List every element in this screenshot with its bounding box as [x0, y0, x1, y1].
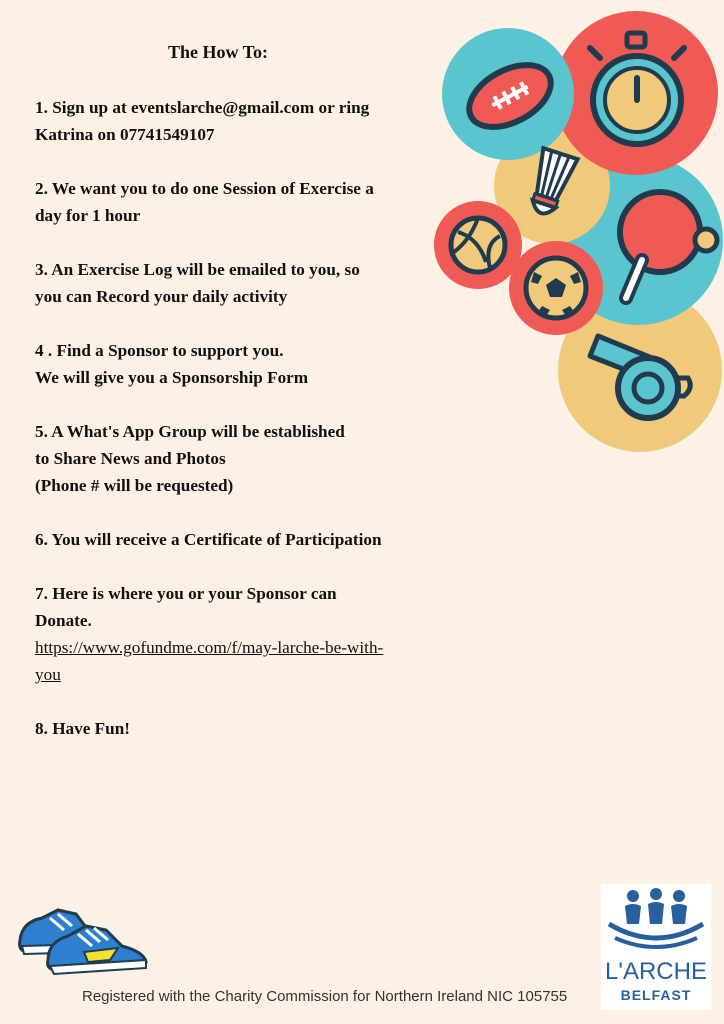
step-text: 3. An Exercise Log will be emailed to you, so — [35, 260, 360, 279]
step-text: 8. Have Fun! — [35, 719, 131, 738]
donate-link-text[interactable]: you — [35, 665, 61, 684]
step-text: 4 . Find a Sponsor to support you. — [35, 341, 284, 360]
step-7 — [35, 580, 445, 688]
step-8 — [35, 715, 445, 742]
step-text: Katrina on 07741549107 — [35, 125, 215, 144]
step-text: 6. You will receive a Certificate of Participation — [35, 530, 382, 549]
donate-link-text[interactable]: https://www.gofundme.com/f/may-larche-be-with- — [35, 638, 384, 657]
step-text: you can Record your daily activity — [35, 287, 288, 306]
step-text: 7. Here is where you or your Sponsor can — [35, 584, 337, 603]
page-title: The How To: — [168, 42, 269, 62]
donate-link[interactable] — [35, 634, 445, 688]
step-text: to Share News and Photos — [35, 449, 226, 468]
step-text: day for 1 hour — [35, 206, 141, 225]
step-4 — [35, 337, 445, 391]
step-text: 5. A What's App Group will be established — [35, 422, 345, 441]
steps-list — [35, 94, 445, 769]
step-6 — [35, 526, 445, 553]
charity-registration-footer: Registered with the Charity Commission for Northern Ireland NIC 105755 — [82, 988, 568, 1005]
step-text: 1. Sign up at eventslarche@gmail.com or ring — [35, 98, 370, 117]
sneakers-icon — [14, 900, 154, 980]
volleyball-icon — [451, 218, 505, 272]
step-2 — [35, 175, 445, 229]
step-text: Donate. — [35, 611, 92, 630]
logo-city: BELFAST — [620, 987, 692, 1003]
logo-figures-icon — [601, 884, 711, 958]
step-1 — [35, 94, 445, 148]
sports-icons-cluster — [430, 0, 724, 470]
step-3 — [35, 256, 445, 310]
step-5 — [35, 418, 445, 499]
step-text: We will give you a Sponsorship Form — [35, 368, 309, 387]
step-text: (Phone # will be requested) — [35, 476, 234, 495]
larche-belfast-logo — [601, 884, 711, 1010]
step-text: 2. We want you to do one Session of Exercise a — [35, 179, 374, 198]
logo-name: L'ARCHE — [605, 958, 707, 985]
soccer-ball-icon — [526, 258, 586, 318]
